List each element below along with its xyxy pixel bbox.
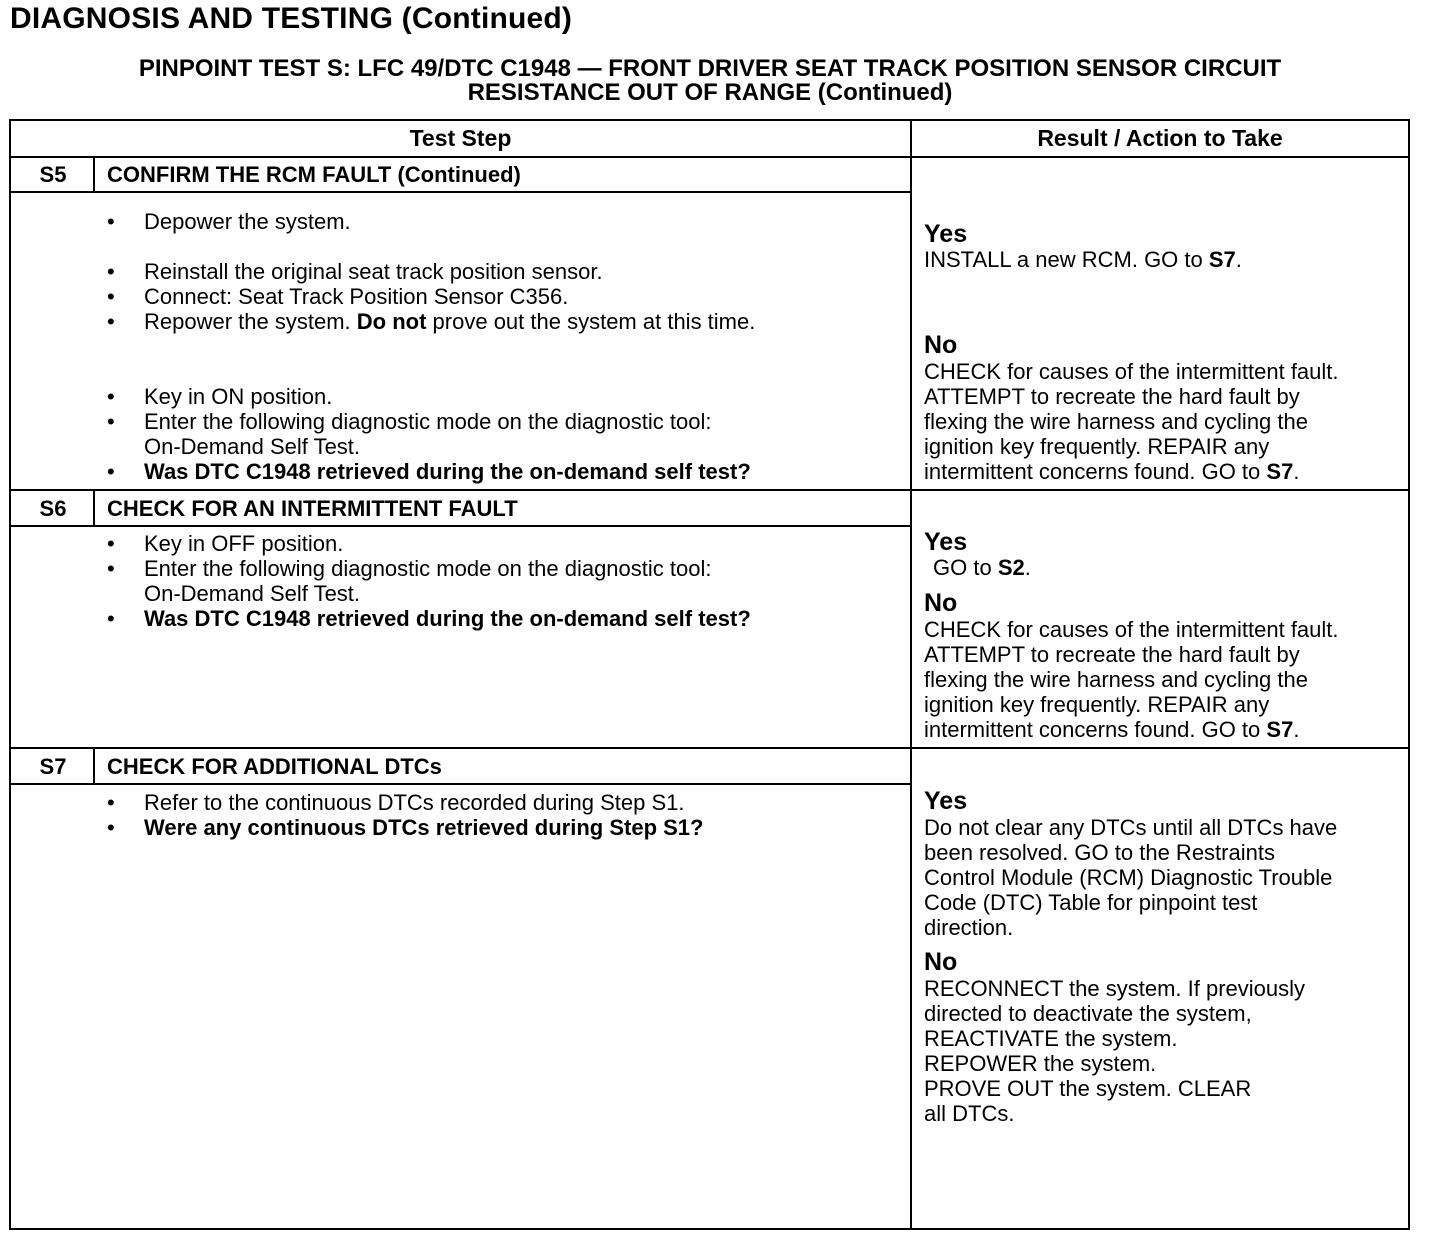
step-number: S7 <box>39 754 67 779</box>
list-item: • Key in ON position. <box>107 384 333 409</box>
list-item: • Was DTC C1948 retrieved during the on-demand self test? <box>107 459 751 484</box>
pinpoint-test-title <box>10 57 1410 105</box>
no-label: No <box>924 589 958 617</box>
list-item: • Were any continuous DTCs retrieved during Step S1? <box>107 815 704 840</box>
yes-action: GO to S2. <box>933 555 1031 580</box>
row-divider <box>11 747 1408 749</box>
no-label: No <box>924 948 958 976</box>
no-action: CHECK for causes of the intermittent fault. ATTEMPT to recreate the hard fault by flexing the wire harness and cycling the ignition key frequently. REPAIR any intermittent concerns found. GO to S7. <box>924 359 1339 484</box>
yes-label: Yes <box>924 528 968 556</box>
step-title: CONFIRM THE RCM FAULT (Continued) <box>107 162 521 187</box>
list-item: • Key in OFF position. <box>107 531 344 556</box>
test-step-header: Test Step <box>409 125 512 151</box>
step-title: CHECK FOR ADDITIONAL DTCs <box>107 754 442 779</box>
step-title: CHECK FOR AN INTERMITTENT FAULT <box>107 496 518 521</box>
list-item: • Enter the following diagnostic mode on the diagnostic tool: On-Demand Self Test. <box>107 556 712 606</box>
yes-action: Do not clear any DTCs until all DTCs have been resolved. GO to the Restraints Control Module (RCM) Diagnostic Trouble Code (DTC) Table for pinpoint test direction. <box>924 815 1338 940</box>
yes-label: Yes <box>924 220 968 248</box>
test-title-line-1: PINPOINT TEST S: LFC 49/DTC C1948 — FRONT DRIVER SEAT TRACK POSITION SENSOR CIRCUIT <box>138 55 1282 82</box>
no-label: No <box>924 331 958 359</box>
page-title: DIAGNOSIS AND TESTING (Continued) <box>10 2 573 35</box>
list-item: • Reinstall the original seat track position sensor. <box>107 259 603 284</box>
list-item: • Repower the system. Do not prove out the system at this time. <box>107 309 756 334</box>
no-action: CHECK for causes of the intermittent fault. ATTEMPT to recreate the hard fault by flexing the wire harness and cycling the ignition key frequently. REPAIR any intermittent concerns found. GO to S7. <box>924 617 1339 742</box>
step-number: S5 <box>39 162 67 187</box>
yes-label: Yes <box>924 787 968 815</box>
column-divider <box>910 121 912 1228</box>
list-item: • Connect: Seat Track Position Sensor C356. <box>107 284 569 309</box>
no-action: RECONNECT the system. If previously directed to deactivate the system, REACTIVATE the system. REPOWER the system. PROVE OUT the system. CLEAR all DTCs. <box>924 976 1306 1126</box>
yes-action: INSTALL a new RCM. GO to S7. <box>924 247 1242 272</box>
list-item: • Refer to the continuous DTCs recorded during Step S1. <box>107 790 685 815</box>
list-item: • Enter the following diagnostic mode on the diagnostic tool: On-Demand Self Test. <box>107 409 712 459</box>
step-number: S6 <box>39 496 67 521</box>
test-title-line-2: RESISTANCE OUT OF RANGE (Continued) <box>467 79 953 106</box>
row-divider <box>11 489 1408 491</box>
list-item: • Was DTC C1948 retrieved during the on-demand self test? <box>107 606 751 631</box>
pinpoint-test-table <box>9 119 1410 1230</box>
list-item: • Depower the system. <box>107 209 351 234</box>
result-header: Result / Action to Take <box>1037 125 1283 151</box>
